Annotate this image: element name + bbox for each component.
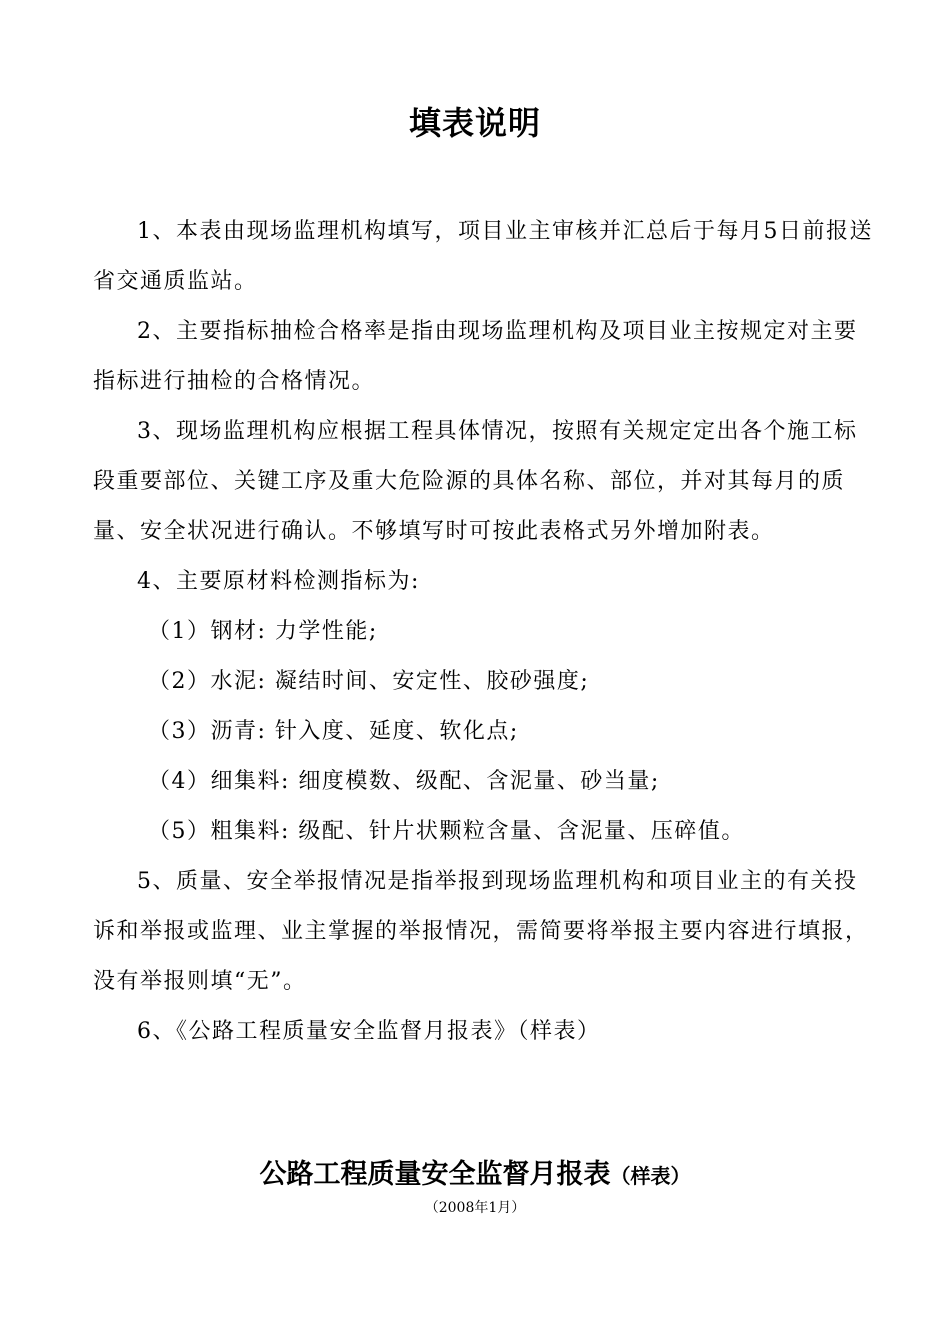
paragraph-5: 5、质量、安全举报情况是指举报到现场监理机构和项目业主的有关投诉和举报或监理、业主掌握的举报情况，需简要将举报主要内容进行填报，没有举报则填“无”。 <box>93 869 869 994</box>
list-item-asphalt: （3）沥青: 针入度、延度、软化点; <box>148 719 519 744</box>
form-title-text: 公路工程质量安全监督月报表 <box>259 1159 611 1190</box>
page-title: 填表说明 <box>408 104 541 142</box>
paragraph-6: 6、《公路工程质量安全监督月报表》（样表） <box>137 1019 601 1044</box>
list-item-coarse-aggregate: （5）粗集料: 级配、针片状颗粒含量、含泥量、压碎值。 <box>148 819 745 844</box>
list-item-cement: （2）水泥: 凝结时间、安定性、胶砂强度; <box>148 669 590 694</box>
paragraph-1: 1、本表由现场监理机构填写，项目业主审核并汇总后于每月5日前报送省交通质监站。 <box>93 219 873 294</box>
form-title <box>0 1152 950 1191</box>
paragraph-3: 3、现场监理机构应根据工程具体情况，按照有关规定定出各个施工标段重要部位、关键工序及重大危险源的具体名称、部位，并对其每月的质量、安全状况进行确认。不够填写时可按此表格式另外增加附表。 <box>93 419 858 544</box>
paragraph-4: 4、主要原材料检测指标为: <box>137 569 420 594</box>
paragraph-2: 2、主要指标抽检合格率是指由现场监理机构及项目业主按规定对主要指标进行抽检的合格情况。 <box>93 319 858 394</box>
form-date: （2008年1月） <box>424 1200 526 1216</box>
list-item-steel: （1）钢材: 力学性能; <box>148 619 378 644</box>
form-title-suffix: （样表） <box>610 1164 691 1188</box>
list-item-fine-aggregate: （4）细集料: 细度模数、级配、含泥量、砂当量; <box>148 769 660 794</box>
instructions-body <box>93 207 873 1057</box>
